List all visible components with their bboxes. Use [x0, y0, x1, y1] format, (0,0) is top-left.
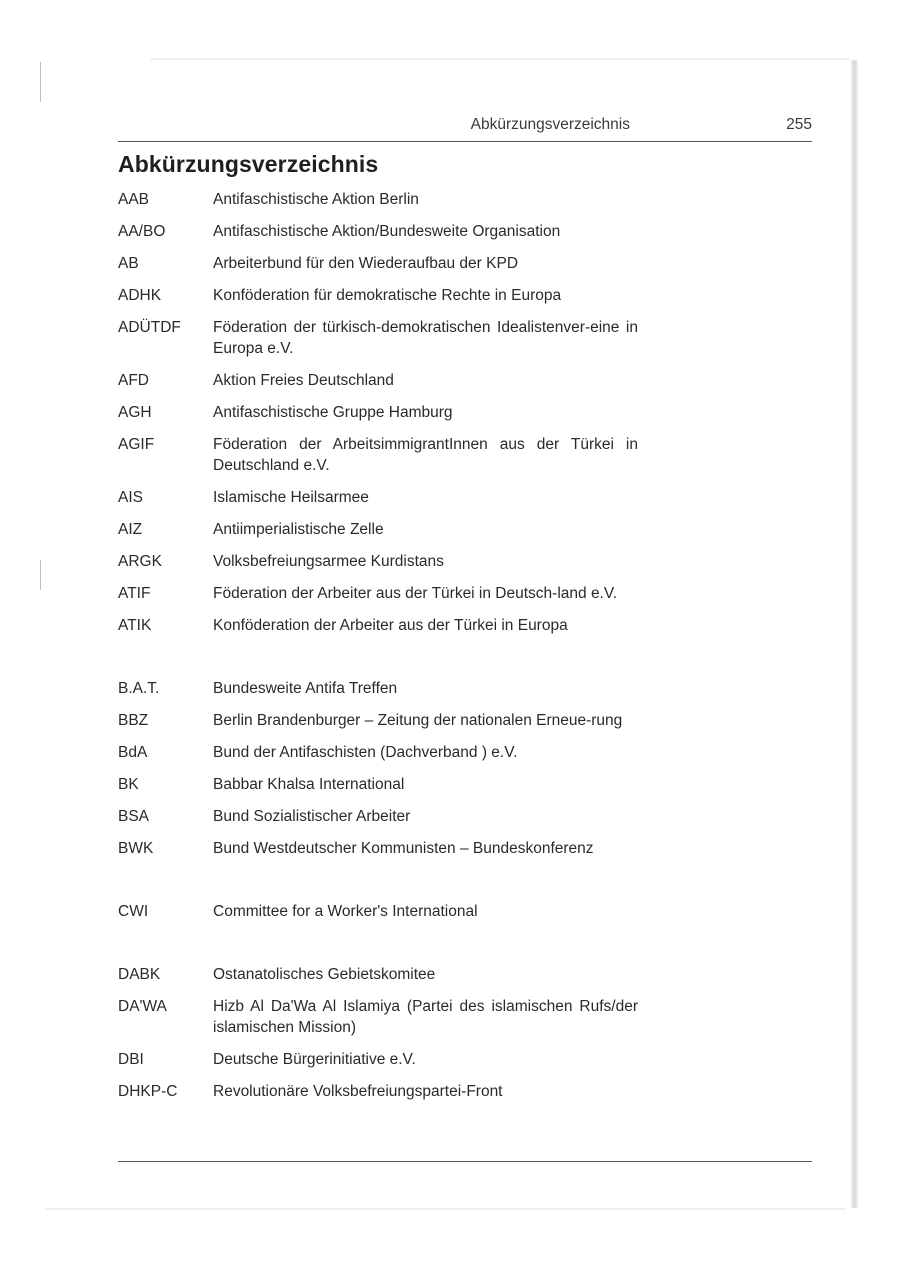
definition: Föderation der ArbeitsimmigrantInnen aus der Türkei in Deutschland e.V.	[213, 436, 638, 474]
list-item	[118, 434, 638, 476]
list-item	[118, 285, 638, 306]
list-item	[118, 710, 638, 731]
abbreviation: ADÜTDF	[118, 319, 181, 336]
definition: Antifaschistische Gruppe Hamburg	[213, 404, 453, 421]
abbreviation: DHKP-C	[118, 1083, 178, 1100]
definition: Antiimperialistische Zelle	[213, 521, 384, 538]
list-item	[118, 583, 638, 604]
definition: Berlin Brandenburger – Zeitung der nationalen Erneue-rung	[213, 712, 623, 729]
definition: Ostanatolisches Gebietskomitee	[213, 966, 436, 983]
list-item	[118, 487, 638, 508]
list-item	[118, 901, 638, 922]
abbreviation: DABK	[118, 966, 161, 983]
list-item	[118, 806, 638, 827]
chapter-title: Abkürzungsverzeichnis	[118, 151, 379, 177]
abbreviation: AFD	[118, 372, 149, 389]
abbreviation: ATIF	[118, 585, 151, 602]
list-item	[118, 519, 638, 540]
abbreviation: AAB	[118, 191, 150, 208]
definition: Konföderation der Arbeiter aus der Türkei in Europa	[213, 617, 568, 634]
abbreviation: CWI	[118, 903, 149, 920]
definition: Bund der Antifaschisten (Dachverband ) e.V.	[213, 744, 518, 761]
list-item	[118, 370, 638, 391]
abbreviation: AIZ	[118, 521, 143, 538]
abbreviation: AA/BO	[118, 223, 166, 240]
definition: Föderation der türkisch-demokratischen Idealistenver-eine in Europa e.V.	[213, 319, 638, 357]
header-rule	[118, 141, 812, 142]
scan-page-edge-bottom	[45, 1208, 845, 1210]
abbreviation-list	[118, 189, 638, 1113]
list-item	[118, 774, 638, 795]
list-item	[118, 317, 638, 359]
list-item	[118, 742, 638, 763]
abbreviation: AGIF	[118, 436, 155, 453]
definition: Committee for a Worker's International	[213, 903, 478, 920]
list-item	[118, 1049, 638, 1070]
running-title: Abkürzungsverzeichnis	[470, 116, 630, 133]
abbreviation: AIS	[118, 489, 143, 506]
abbreviation: BSA	[118, 808, 150, 825]
definition: Arbeiterbund für den Wiederaufbau der KPD	[213, 255, 519, 272]
list-item	[118, 615, 638, 636]
abbreviation: ARGK	[118, 553, 162, 570]
definition: Deutsche Bürgerinitiative e.V.	[213, 1051, 416, 1068]
definition: Volksbefreiungsarmee Kurdistans	[213, 553, 444, 570]
definition: Hizb Al Da'Wa Al Islamiya (Partei des islamischen Rufs/der islamischen Mission)	[213, 998, 638, 1036]
footer-rule	[118, 1161, 812, 1162]
list-item	[118, 253, 638, 274]
definition: Antifaschistische Aktion Berlin	[213, 191, 419, 208]
definition: Islamische Heilsarmee	[213, 489, 369, 506]
abbreviation: BWK	[118, 840, 154, 857]
scan-page-edge-right	[851, 60, 858, 1208]
running-head	[118, 116, 812, 140]
abbreviation: AB	[118, 255, 139, 272]
list-item	[118, 838, 638, 859]
list-item	[118, 551, 638, 572]
definition: Föderation der Arbeiter aus der Türkei in Deutsch-land e.V.	[213, 585, 618, 602]
definition: Babbar Khalsa International	[213, 776, 405, 793]
abbreviation: DA'WA	[118, 998, 167, 1015]
definition: Revolutionäre Volksbefreiungspartei-Front	[213, 1083, 503, 1100]
abbreviation: DBI	[118, 1051, 144, 1068]
list-item	[118, 678, 638, 699]
abbreviation: ATIK	[118, 617, 152, 634]
list-item	[118, 964, 638, 985]
definition: Bundesweite Antifa Treffen	[213, 680, 398, 697]
definition: Antifaschistische Aktion/Bundesweite Organisation	[213, 223, 561, 240]
definition: Aktion Freies Deutschland	[213, 372, 394, 389]
abbreviation: ADHK	[118, 287, 162, 304]
page-number: 255	[786, 116, 812, 133]
scan-page-edge-top	[150, 58, 850, 60]
scan-artifact	[40, 62, 41, 102]
list-item	[118, 221, 638, 242]
definition: Konföderation für demokratische Rechte in Europa	[213, 287, 562, 304]
abbreviation: B.A.T.	[118, 680, 160, 697]
abbreviation: AGH	[118, 404, 152, 421]
definition: Bund Sozialistischer Arbeiter	[213, 808, 411, 825]
list-item	[118, 189, 638, 210]
abbreviation: BBZ	[118, 712, 149, 729]
definition: Bund Westdeutscher Kommunisten – Bundeskonferenz	[213, 840, 594, 857]
scan-artifact	[40, 560, 41, 590]
list-item	[118, 1081, 638, 1102]
abbreviation: BK	[118, 776, 139, 793]
list-item	[118, 402, 638, 423]
list-item	[118, 996, 638, 1038]
abbreviation: BdA	[118, 744, 148, 761]
